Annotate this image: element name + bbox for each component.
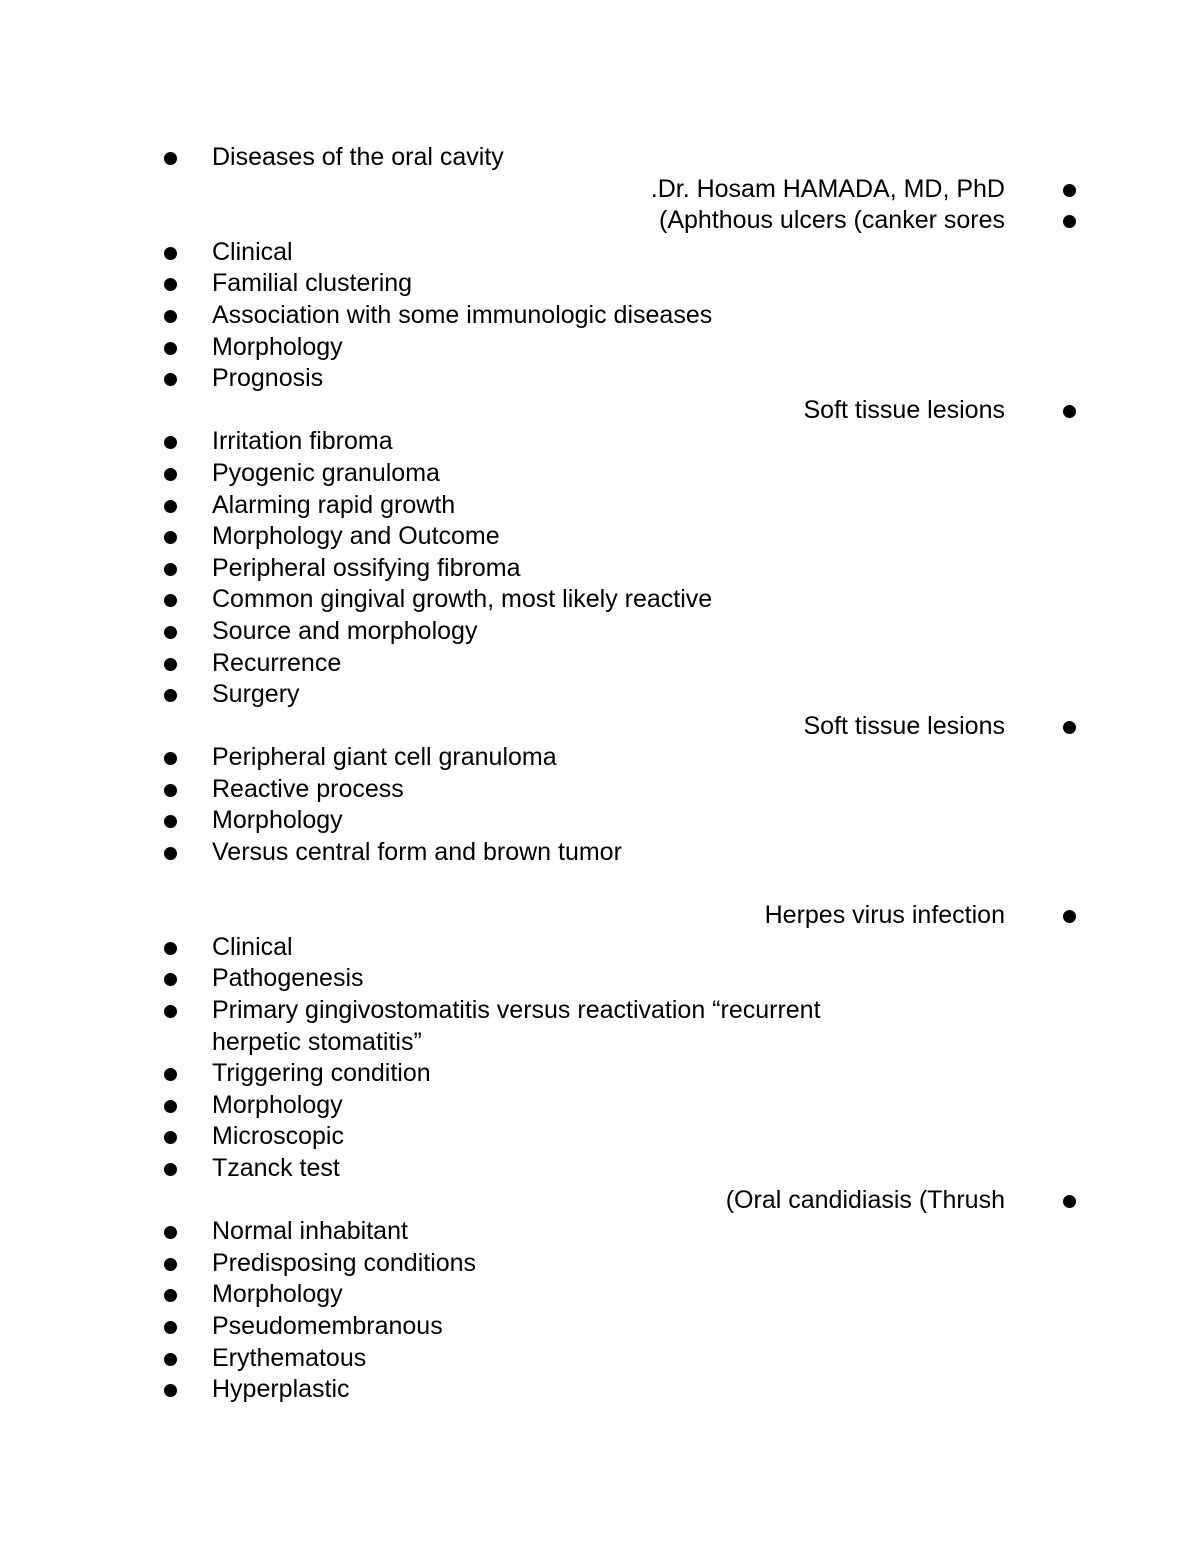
outline-bullet-item [0,1343,1200,1375]
bullet-dot-icon [164,1005,177,1018]
outline-heading-item [0,900,1200,932]
bullet-dot-icon [164,342,177,355]
bullet-dot-icon [164,500,177,513]
bullet-dot-icon [164,973,177,986]
bullet-dot-icon [164,563,177,576]
item-text: Erythematous [212,1343,367,1372]
bullet-dot-icon [164,1100,177,1113]
outline-bullet-item [0,1248,1200,1280]
bullet-dot-icon [164,1131,177,1144]
item-text: Primary gingivostomatitis versus reactivation “recurrent herpetic stomatitis” [212,996,821,1056]
outline-bullet-item [0,521,1200,553]
outline-bullet-item [0,268,1200,300]
item-text: Morphology [212,1090,343,1119]
outline-bullet-item [0,1374,1200,1406]
outline-heading-item [0,1185,1200,1217]
item-text: Microscopic [212,1122,344,1151]
bullet-dot-icon [164,626,177,639]
item-text: (Oral candidiasis (Thrush [725,1185,1005,1214]
bullet-dot-icon [164,689,177,702]
outline-bullet-item [0,458,1200,490]
outline-bullet-item [0,237,1200,269]
bullet-dot-icon [1063,910,1076,923]
item-text: Source and morphology [212,616,478,645]
outline-bullet-item [0,932,1200,964]
bullet-dot-icon [164,1068,177,1081]
item-text: Versus central form and brown tumor [212,838,622,867]
blank-line [0,869,1200,901]
item-text: Pseudomembranous [212,1311,443,1340]
outline-bullet-item [0,1121,1200,1153]
bullet-dot-icon [164,373,177,386]
outline-bullet-item [0,805,1200,837]
outline-bullet-item [0,1090,1200,1122]
item-text: Hyperplastic [212,1375,350,1404]
bullet-dot-icon [164,594,177,607]
bullet-dot-icon [164,531,177,544]
bullet-dot-icon [1063,1195,1076,1208]
outline-bullet-item [0,679,1200,711]
outline-bullet-item [0,1153,1200,1185]
bullet-dot-icon [164,847,177,860]
bullet-dot-icon [164,1258,177,1271]
bullet-dot-icon [164,1384,177,1397]
item-text: Association with some immunologic diseases [212,300,713,329]
outline-bullet-item [0,648,1200,680]
item-text: Triggering condition [212,1059,431,1088]
outline-bullet-item [0,584,1200,616]
bullet-dot-icon [164,310,177,323]
outline-bullet-item [0,1216,1200,1248]
bullet-dot-icon [164,942,177,955]
document-outline [0,142,1200,1406]
item-text: Common gingival growth, most likely reactive [212,585,713,614]
item-text: Morphology [212,806,343,835]
outline-bullet-item [0,1279,1200,1311]
bullet-dot-icon [164,1163,177,1176]
bullet-dot-icon [164,1226,177,1239]
outline-bullet-item [0,995,1200,1058]
item-text: Clinical [212,932,293,961]
outline-bullet-item [0,142,1200,174]
item-text: Morphology and Outcome [212,522,500,551]
bullet-dot-icon [164,752,177,765]
bullet-dot-icon [164,1321,177,1334]
outline-heading-item [0,395,1200,427]
item-text: Morphology [212,332,343,361]
item-text: Recurrence [212,648,342,677]
outline-bullet-item [0,332,1200,364]
bullet-dot-icon [164,784,177,797]
outline-bullet-item [0,426,1200,458]
outline-bullet-item [0,1058,1200,1090]
bullet-dot-icon [164,1353,177,1366]
bullet-dot-icon [1063,215,1076,228]
item-text: Clinical [212,237,293,266]
outline-bullet-item [0,490,1200,522]
item-text: Soft tissue lesions [803,395,1005,424]
item-text: Morphology [212,1280,343,1309]
item-text: Normal inhabitant [212,1217,408,1246]
item-text: Tzanck test [212,1154,340,1182]
item-text: Diseases of the oral cavity [212,143,504,171]
bullet-dot-icon [164,436,177,449]
item-text: Alarming rapid growth [212,490,456,519]
outline-heading-item [0,205,1200,237]
item-text: Surgery [212,680,300,709]
outline-bullet-item [0,363,1200,395]
item-text: Prognosis [212,364,324,393]
item-text: Predisposing conditions [212,1248,477,1277]
item-text: Peripheral giant cell granuloma [212,743,557,772]
item-text: Peripheral ossifying fibroma [212,553,521,582]
bullet-dot-icon [164,658,177,671]
item-text: Irritation fibroma [212,427,393,456]
item-text: (Aphthous ulcers (canker sores [659,206,1005,235]
outline-heading-item [0,711,1200,743]
bullet-dot-icon [1063,405,1076,418]
outline-bullet-item [0,963,1200,995]
item-text: Pathogenesis [212,964,364,993]
outline-bullet-item [0,1311,1200,1343]
item-text: .Dr. Hosam HAMADA, MD, PhD [650,174,1005,203]
outline-bullet-item [0,616,1200,648]
outline-heading-item [0,174,1200,206]
bullet-dot-icon [164,815,177,828]
bullet-dot-icon [164,468,177,481]
outline-bullet-item [0,553,1200,585]
outline-bullet-item [0,742,1200,774]
item-text: Reactive process [212,774,404,803]
bullet-dot-icon [164,1289,177,1302]
outline-bullet-item [0,774,1200,806]
item-text: Soft tissue lesions [803,711,1005,740]
item-text: Herpes virus infection [764,901,1005,930]
item-text: Familial clustering [212,269,413,298]
bullet-dot-icon [1063,184,1076,197]
outline-bullet-item [0,300,1200,332]
item-text: Pyogenic granuloma [212,458,440,487]
bullet-dot-icon [164,278,177,291]
outline-bullet-item [0,837,1200,869]
bullet-dot-icon [164,247,177,260]
bullet-dot-icon [1063,721,1076,734]
bullet-dot-icon [164,152,177,165]
